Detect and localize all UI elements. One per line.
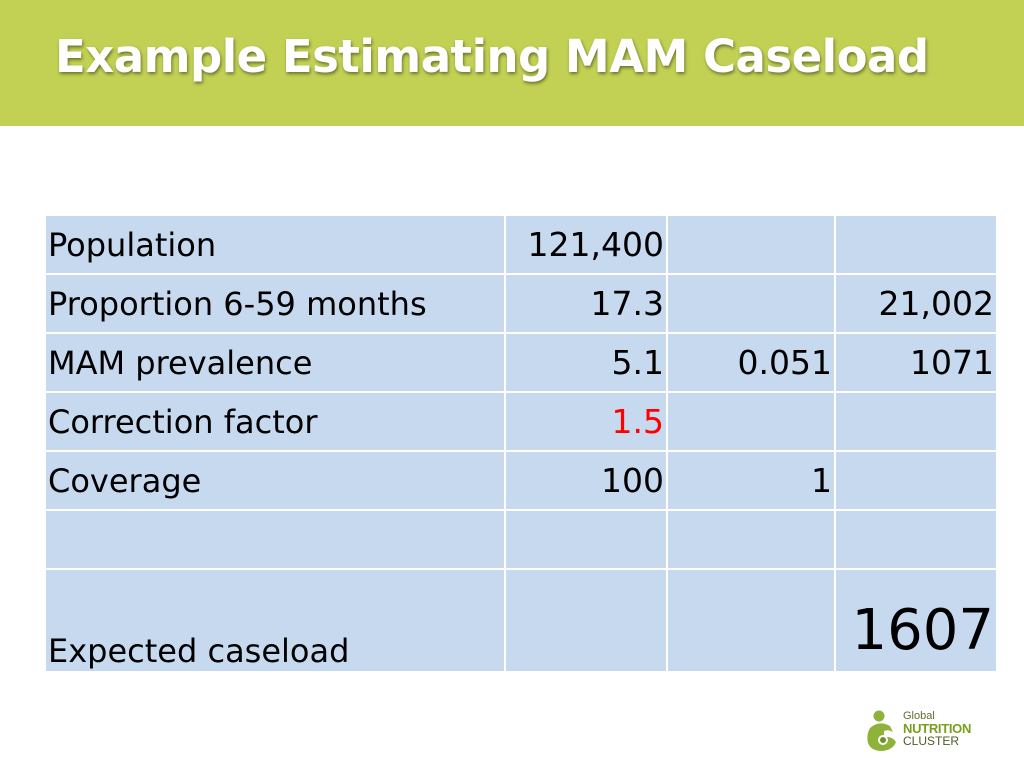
row-label xyxy=(45,510,505,569)
row-result xyxy=(835,510,997,569)
row-derived xyxy=(667,392,835,451)
logo-line-cluster: CLUSTER xyxy=(903,734,960,748)
row-derived xyxy=(667,569,835,672)
table-row xyxy=(45,215,997,274)
row-derived: 0.051 xyxy=(667,333,835,392)
logo-wordmark xyxy=(903,711,971,747)
correction-factor-value: 1.5 xyxy=(505,392,667,451)
caseload-table-container xyxy=(44,214,996,673)
table-row xyxy=(45,274,997,333)
row-derived xyxy=(667,510,835,569)
row-value xyxy=(505,569,667,672)
row-derived xyxy=(667,274,835,333)
row-result xyxy=(835,451,997,510)
expected-caseload-value: 1607 xyxy=(835,569,997,672)
slide-title: Example Estimating MAM Caseload xyxy=(55,30,929,83)
row-value xyxy=(505,510,667,569)
row-label: Population xyxy=(45,215,505,274)
row-label: Expected caseload xyxy=(45,569,505,672)
row-value: 5.1 xyxy=(505,333,667,392)
table-row xyxy=(45,451,997,510)
caseload-table xyxy=(44,214,998,673)
row-result xyxy=(835,392,997,451)
row-derived: 1 xyxy=(667,451,835,510)
row-derived xyxy=(667,215,835,274)
row-label: Coverage xyxy=(45,451,505,510)
table-row xyxy=(45,333,997,392)
table-row xyxy=(45,510,997,569)
logo-line-global: Global xyxy=(903,710,935,722)
nutrition-cluster-person-icon xyxy=(866,710,900,752)
row-label: Correction factor xyxy=(45,392,505,451)
global-nutrition-cluster-logo xyxy=(866,710,986,752)
row-value: 121,400 xyxy=(505,215,667,274)
title-bar xyxy=(0,0,1024,126)
row-value: 17.3 xyxy=(505,274,667,333)
row-result xyxy=(835,215,997,274)
row-result: 1071 xyxy=(835,333,997,392)
logo-line-nutrition: NUTRITION xyxy=(903,721,972,736)
table-row-total xyxy=(45,569,997,672)
row-label: MAM prevalence xyxy=(45,333,505,392)
row-label: Proportion 6-59 months xyxy=(45,274,505,333)
table-row xyxy=(45,392,997,451)
row-result: 21,002 xyxy=(835,274,997,333)
row-value: 100 xyxy=(505,451,667,510)
